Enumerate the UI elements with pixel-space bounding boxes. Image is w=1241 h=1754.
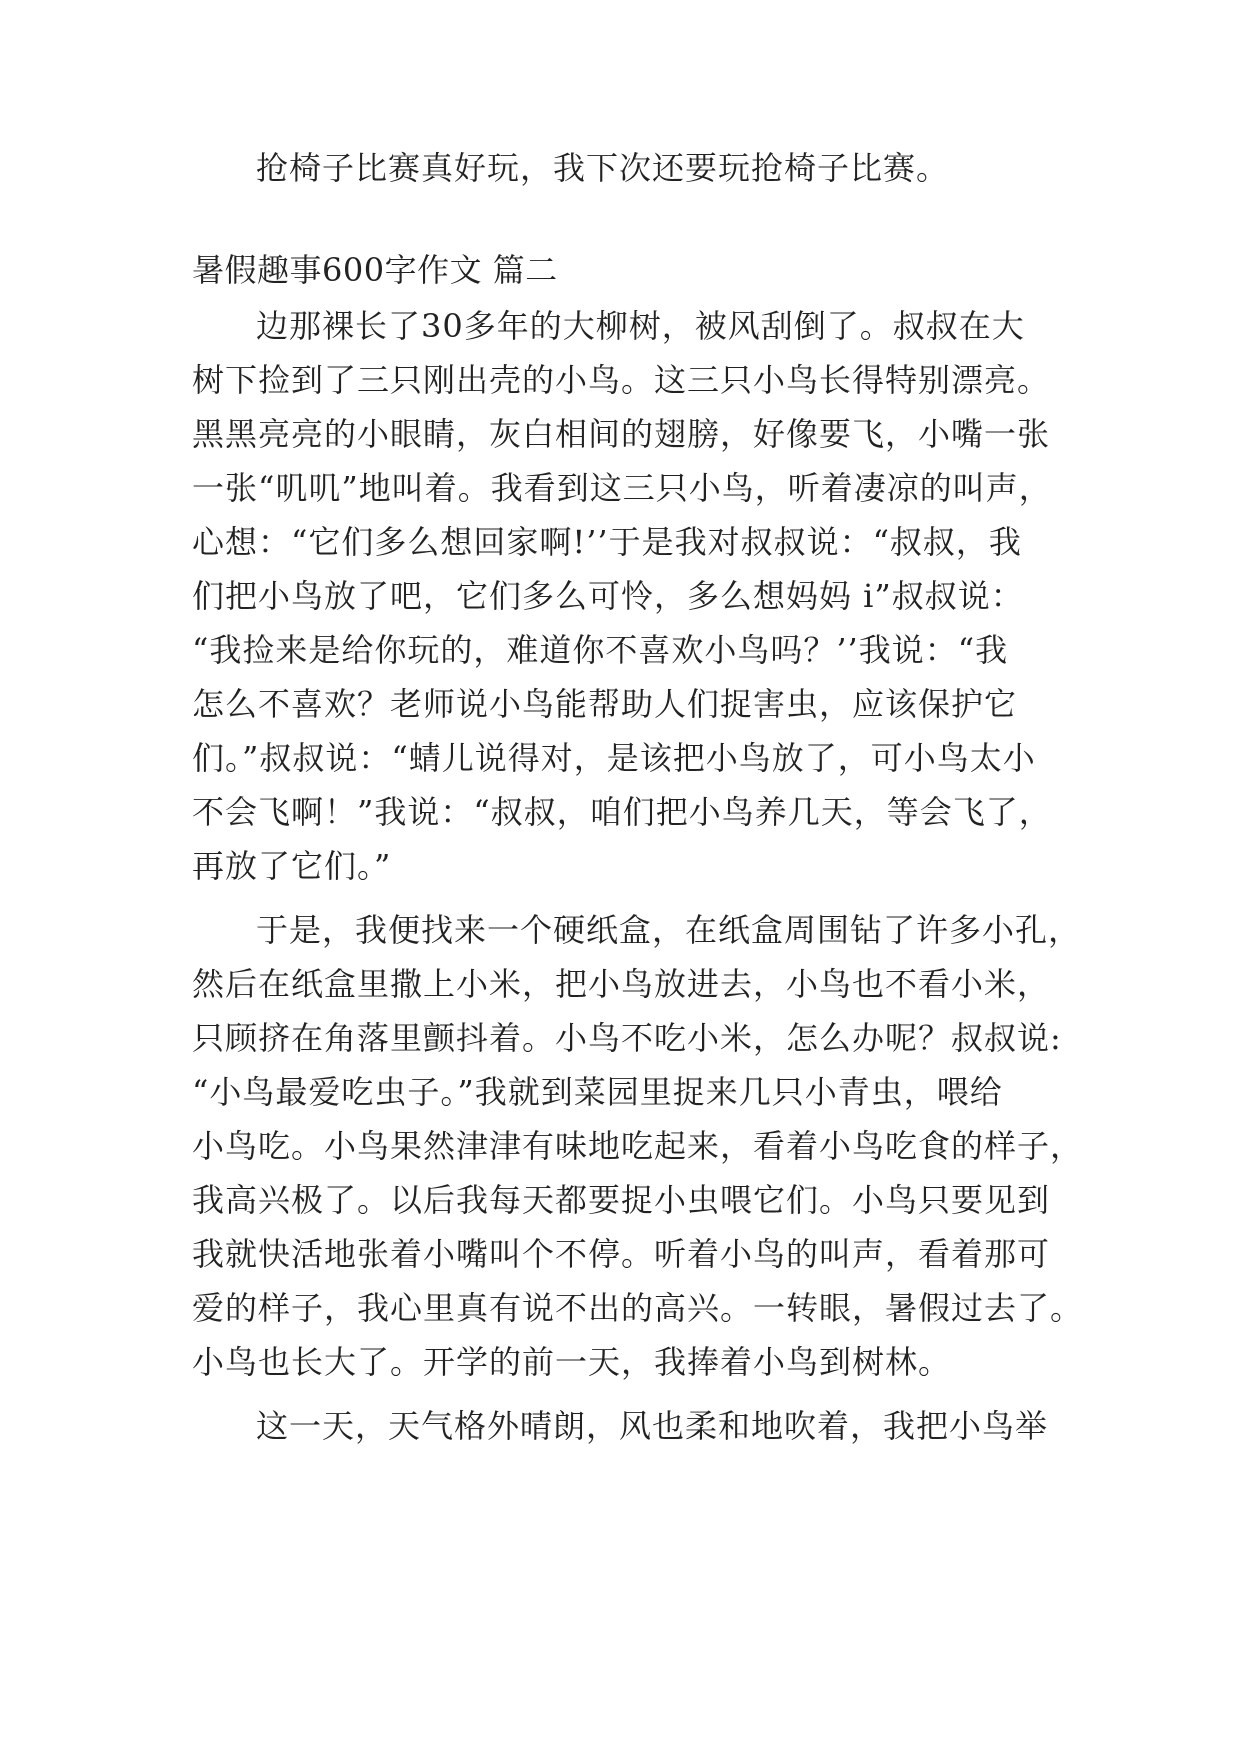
paragraph-line: 只顾挤在角落里颤抖着。小鸟不吃小米，怎么办呢？叔叔说: [192,1019,1062,1057]
paragraph-line: 然后在纸盒里撒上小米，把小鸟放进去，小鸟也不看小米， [192,965,1051,1003]
paragraph-line: 于是，我便找来一个硬纸盒，在纸盒周围钻了许多小孔， [256,911,1082,949]
paragraph-line: 小鸟也长大了。开学的前一天，我捧着小鸟到树林。 [192,1343,952,1381]
paragraph-line: 我高兴极了。以后我每天都要捉小虫喂它们。小鸟只要见到 [192,1181,1051,1219]
paragraph-line: 心想：“它们多么想回家啊!’’于是我对叔叔说：“叔叔，我 [192,523,1022,561]
section-heading: 暑假趣事600字作文 篇二 [192,251,558,289]
paragraph-line: 这一天，天气格外晴朗，风也柔和地吹着，我把小鸟举 [256,1407,1049,1445]
paragraph-line: 爱的样子，我心里真有说不出的高兴。一转眼，暑假过去了。 [192,1289,1084,1327]
paragraph-line: 黑黑亮亮的小眼睛，灰白相间的翅膀，好像要飞，小嘴一张 [192,415,1051,453]
paragraph-line: 怎么不喜欢？老师说小鸟能帮助人们捉害虫，应该保护它 [192,685,1018,723]
paragraph-line: 一张“叽叽”地叫着。我看到这三只小鸟，听着凄凉的叫声， [192,469,1052,507]
paragraph-line: 再放了它们。” [192,847,392,885]
paragraph-line: 树下捡到了三只刚出壳的小鸟。这三只小鸟长得特别漂亮。 [192,361,1051,399]
paragraph-line: “小鸟最爱吃虫子。”我就到菜园里捉来几只小青虫，喂给 [192,1073,1003,1111]
paragraph-line: 不会飞啊！”我说：“叔叔，咱们把小鸟养几天，等会飞了， [192,793,1052,831]
paragraph-line: 边那裸长了30多年的大柳树，被风刮倒了。叔叔在大 [256,307,1025,345]
paragraph-line: 们把小鸟放了吧，它们多么可怜，多么想妈妈 i”叔叔说： [192,577,1024,615]
paragraph-line: 我就快活地张着小嘴叫个不停。听着小鸟的叫声，看着那可 [192,1235,1051,1273]
paragraph-line: “我捡来是给你玩的，难道你不喜欢小鸟吗？’’我说：“我 [192,631,1009,669]
paragraph-line: 小鸟吃。小鸟果然津津有味地吃起来，看着小鸟吃食的样子， [192,1127,1084,1165]
paragraph-line-closing: 抢椅子比赛真好玩，我下次还要玩抢椅子比赛。 [256,149,950,187]
paragraph-line: 们。”叔叔说：“蜻儿说得对，是该把小鸟放了，可小鸟太小 [192,739,1036,777]
